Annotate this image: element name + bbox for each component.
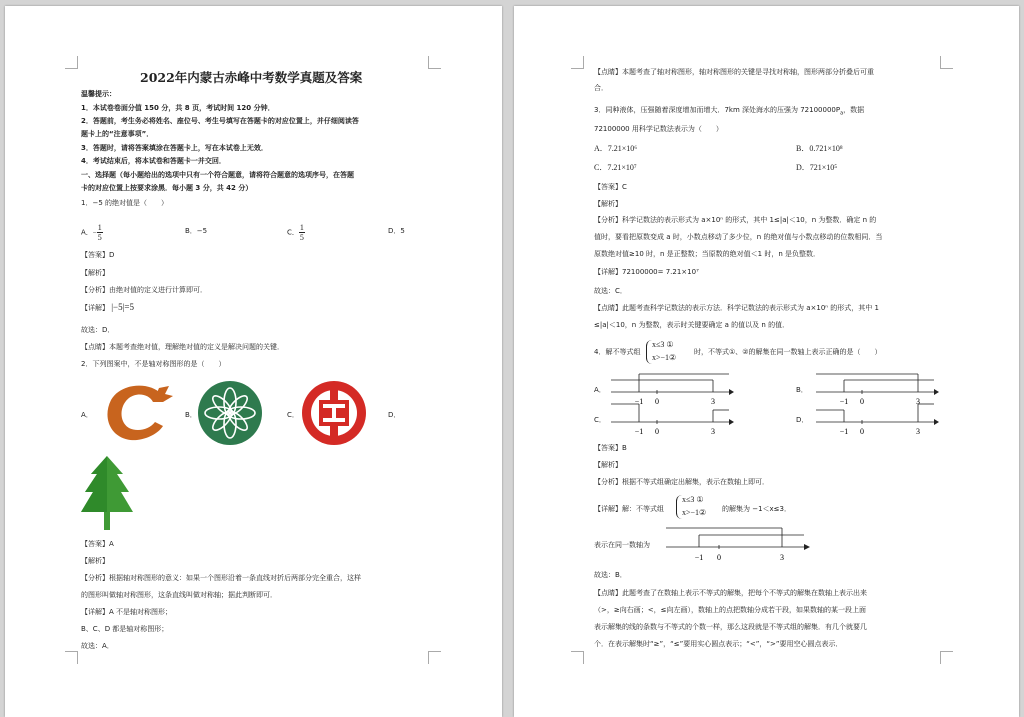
q2-choose: 故选：A． [81, 642, 114, 650]
ineq-1: x≤3 ① [682, 495, 704, 504]
q3-analysis: 值时，要看把原数变成 a 时，小数点移动了多少位，n 的绝对值与小数点移动的位数相同．当 [594, 233, 883, 241]
ineq-2: x>−1② [652, 353, 677, 362]
q1-option-d: D．5 [388, 227, 405, 235]
q3-analysis: 【分析】科学记数法的表示形式为 a×10ⁿ 的形式，其中 1≤|a|＜10，n 为整数．确定 n 的 [594, 216, 877, 224]
q1-answer: 【答案】D [81, 251, 115, 259]
notice-line: 1．本试卷卷面分值 150 分，共 8 页，考试时间 120 分钟． [81, 104, 275, 112]
crop-mark [571, 651, 584, 664]
crop-mark [65, 651, 78, 664]
q3-analysis: 原数绝对值≥10 时，n 是正整数；当原数的绝对值＜1 时，n 是负整数． [594, 250, 820, 258]
q4-analysis: 【分析】根据不等式组确定出解集，表示在数轴上即可． [594, 478, 769, 486]
crop-mark [940, 651, 953, 664]
dragon-logo-icon [99, 376, 179, 446]
q2-analysis: 【分析】根据轴对称图形的意义：如果一个图形沿着一条直线对折后两部分完全重合，这样 [81, 574, 361, 582]
tick-label: 3 [916, 397, 920, 406]
notice-line: 2．答题前，考生务必将姓名、座位号、考生号填写在答题卡的对应位置上，并仔细阅读答 [81, 117, 359, 125]
crop-mark [65, 56, 78, 69]
tick-label: 0 [717, 553, 721, 562]
ineq-2: x>−1② [682, 508, 707, 517]
tick-label: −1 [694, 553, 704, 562]
q3-option-b: B．0.721×10⁸ [796, 144, 843, 153]
notice-line: 题卡上的“注意事项”． [81, 130, 154, 138]
page-title: 2022年内蒙古赤峰中考数学真题及答案 [140, 70, 363, 85]
q4-display-label: 表示在同一数轴为 [594, 541, 650, 549]
question-1-stem: 1．−5 的绝对值是（ ） [81, 199, 168, 207]
notice-heading: 温馨提示： [81, 90, 116, 98]
tick-label: 3 [711, 397, 715, 406]
document-page-1 [5, 6, 502, 717]
q3-analysis-heading: 【解析】 [594, 200, 622, 208]
section-heading: 一、选择题（每小题给出的选项中只有一个符合题意，请将符合题意的选项序号，在答题 [81, 171, 354, 179]
tick-label: −1 [839, 397, 849, 406]
crop-mark [940, 56, 953, 69]
q1-option-a: A．− $\frac{1}{5}$ [81, 223, 102, 242]
q1-comment: 【点睛】本题考查绝对值，理解绝对值的定义是解决问题的关键． [81, 343, 284, 351]
crop-mark [428, 651, 441, 664]
tick-label: 0 [860, 397, 864, 406]
q4-analysis-heading: 【解析】 [594, 461, 622, 469]
q3-answer: 【答案】C [594, 183, 627, 191]
q4-answer: 【答案】B [594, 444, 627, 452]
q2-option-d: D． [388, 411, 401, 419]
q3-option-a: A．7.21×10⁶ [594, 144, 638, 153]
q2-option-c: C． [287, 411, 299, 419]
q1-analysis-heading: 【解析】 [81, 269, 109, 277]
ineq-1: x≤3 ① [652, 340, 674, 349]
q4-comment: 个．在表示解集时“≥”，“≤”要用实心圆点表示；“<”，“>”要用空心圆点表示． [594, 640, 843, 648]
q4-option-d: D． [796, 416, 809, 424]
q1-detail: 【详解】 |−5|=5 [81, 302, 134, 312]
q2-option-a: A． [81, 411, 93, 419]
tick-label: 0 [655, 427, 659, 436]
q2-answer: 【答案】A [81, 540, 114, 548]
crop-mark [571, 56, 584, 69]
tick-label: 3 [916, 427, 920, 436]
q4-option-a: A． [594, 386, 606, 394]
number-line-d [814, 400, 939, 438]
question-3-stem: 3．同种液体，压强随着深度增加而增大．7km 深处海水的压强为 $72100000P_a$，数据 [594, 106, 865, 117]
question-4-stem: 时，不等式①、②的解集在同一数轴上表示正确的是（ ） [694, 348, 882, 356]
q4-comment: （>，≥向右画；<，≤向左画），数轴上的点把数轴分成若干段，如果数轴的某一段上面 [594, 606, 866, 614]
tick-label: 0 [860, 427, 864, 436]
q4-detail-prefix: 【详解】解：不等式组 [594, 505, 664, 513]
q3-detail: 【详解】72100000= 7.21×10⁷ [594, 268, 699, 276]
tick-label: 0 [655, 397, 659, 406]
question-4-stem: 4．解不等式组 [594, 348, 641, 356]
question-2-stem: 2．下列图案中，不是轴对称图形的是（ ） [81, 360, 226, 368]
q2-analysis: 的图形叫做轴对称图形，这条直线叫做对称轴；据此判断即可． [81, 591, 277, 599]
question-3-stem: 72100000 用科学记数法表示为（ ） [594, 125, 723, 133]
q1-choose: 故选：D． [81, 326, 115, 334]
q3-comment: ≤|a|＜10，n 为整数，表示时关键要确定 a 的值以及 n 的值． [594, 321, 790, 329]
q3-comment: 【点睛】此题考查科学记数法的表示方法．科学记数法的表示形式为 a×10ⁿ 的形式，其中 1 [594, 304, 879, 312]
q1-option-c: C． $\frac{1}{5}$ [287, 223, 304, 242]
tick-label: 3 [711, 427, 715, 436]
document-page-2 [514, 6, 1019, 717]
q2-comment: 【点睛】本题考查了轴对称图形，轴对称图形的关键是寻找对称轴，图形两部分折叠后可重 [594, 68, 874, 76]
q2-comment: 合． [594, 84, 608, 92]
q4-detail-result: 的解集为 −1＜x≤3． [722, 505, 792, 513]
q2-option-b: B． [185, 411, 197, 419]
tree-logo-icon [79, 454, 135, 534]
q1-analysis: 【分析】由绝对值的定义进行计算即可． [81, 286, 207, 294]
number-line-c [609, 400, 734, 438]
q2-analysis-heading: 【解析】 [81, 557, 109, 565]
notice-line: 3．答题时，请将答案填涂在答题卡上，写在本试卷上无效． [81, 144, 268, 152]
q4-choose: 故选：B． [594, 571, 627, 579]
bank-logo-icon [301, 380, 367, 446]
q4-comment: 【点睛】此题考查了在数轴上表示不等式的解集，把每个不等式的解集在数轴上表示出来 [594, 589, 867, 597]
tick-label: −1 [839, 427, 849, 436]
q2-detail: B、C、D 都是轴对称图形； [81, 625, 169, 633]
q3-choose: 故选：C． [594, 287, 627, 295]
q3-option-d: D．721×10⁵ [796, 163, 838, 172]
lotus-logo-icon [197, 380, 263, 446]
q3-option-c: C．7.21×10⁷ [594, 163, 637, 172]
q1-option-b: B．−5 [185, 227, 208, 235]
tick-label: −1 [634, 397, 644, 406]
notice-line: 4．考试结束后，将本试卷和答题卡一并交回． [81, 157, 226, 165]
crop-mark [428, 56, 441, 69]
tick-label: −1 [634, 427, 644, 436]
q4-option-b: B． [796, 386, 808, 394]
section-heading: 卡的对应位置上按要求涂黑．每小题 3 分，共 42 分） [81, 184, 253, 192]
tick-label: 3 [780, 553, 784, 562]
q4-option-c: C． [594, 416, 606, 424]
q2-detail: 【详解】A 不是轴对称图形； [81, 608, 173, 616]
q4-comment: 表示解集的线的条数与不等式的个数一样，那么这段就是不等式组的解集．有几个就要几 [594, 623, 867, 631]
number-line-solution [664, 523, 814, 563]
